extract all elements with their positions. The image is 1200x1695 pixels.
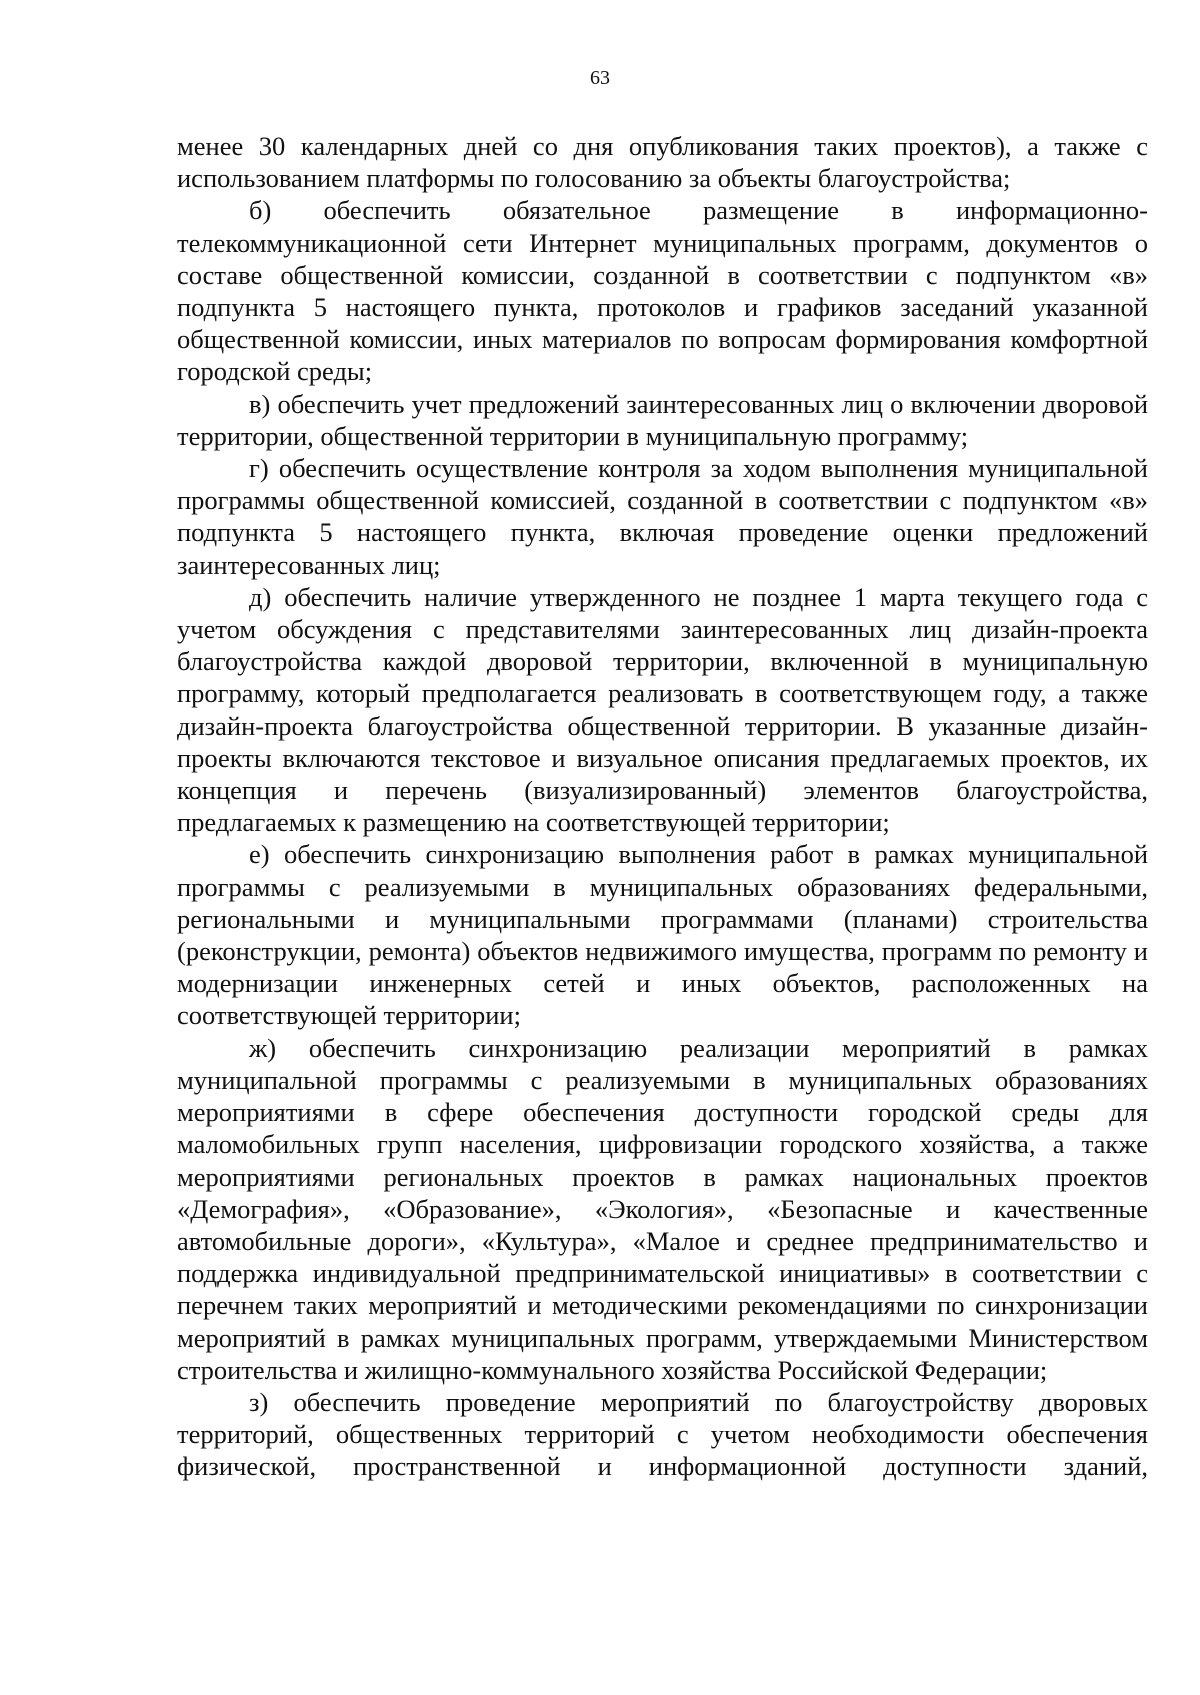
paragraph-item-g: г) обеспечить осуществление контроля за ходом выполнения муниципальной программы общественной комиссией, созданной в соответствии с подпунктом «в» подпункта 5 настоящего пункта, включая проведение оценки предложений заинтересованных лиц; (177, 453, 1148, 580)
page-number: 63 (590, 67, 610, 89)
paragraph-item-b: б) обеспечить обязательное размещение в информационно-телекоммуникационной сети Интернет муниципальных программ, документов о составе общественной комиссии, созданной в соответствии с подпунктом «в» подпункта 5 настоящего пункта, протоколов и графиков заседаний указанной общественной комиссии, иных материалов по вопросам формирования комфортной городской среды; (177, 195, 1148, 387)
paragraph-item-d: д) обеспечить наличие утвержденного не позднее 1 марта текущего года с учетом обсуждения с представителями заинтересованных лиц дизайн-проекта благоустройства каждой дворовой территории, включенной в муниципальную программу, который предполагается реализовать в соответствующем году, а также дизайн-проекта благоустройства общественной территории. В указанные дизайн-проекты включаются текстовое и визуальное описания предлагаемых проектов, их концепция и перечень (визуализированный) элементов благоустройства, предлагаемых к размещению на соответствующей территории; (177, 581, 1148, 838)
document-body (177, 130, 1148, 1483)
paragraph-item-v: в) обеспечить учет предложений заинтересованных лиц о включении дворовой территории, общественной территории в муниципальную программу; (177, 388, 1148, 451)
paragraph-item-zh: ж) обеспечить синхронизацию реализации мероприятий в рамках муниципальной программы с реализуемыми в муниципальных образованиях мероприятиями в сфере обеспечения доступности городской среды для маломобильных групп населения, цифровизации городского хозяйства, а также мероприятиями региональных проектов в рамках национальных проектов «Демография», «Образование», «Экология», «Безопасные и качественные автомобильные дороги», «Культура», «Малое и среднее предпринимательство и поддержка индивидуальной предпринимательской инициативы» в соответствии с перечнем таких мероприятий и методическими рекомендациями по синхронизации мероприятий в рамках муниципальных программ, утверждаемыми Министерством строительства и жилищно-коммунального хозяйства Российской Федерации; (177, 1032, 1148, 1385)
paragraph-item-z: з) обеспечить проведение мероприятий по благоустройству дворовых территорий, общественных территорий с учетом необходимости обеспечения физической, пространственной и информационной доступности зданий, (177, 1386, 1148, 1482)
paragraph-continuation: менее 30 календарных дней со дня опубликования таких проектов), а также с использованием платформы по голосованию за объекты благоустройства; (177, 131, 1148, 194)
paragraph-item-e: е) обеспечить синхронизацию выполнения работ в рамках муниципальной программы с реализуемыми в муниципальных образованиях федеральными, региональными и муниципальными программами (планами) строительства (реконструкции, ремонта) объектов недвижимого имущества, программ по ремонту и модернизации инженерных сетей и иных объектов, расположенных на соответствующей территории; (177, 839, 1148, 1031)
